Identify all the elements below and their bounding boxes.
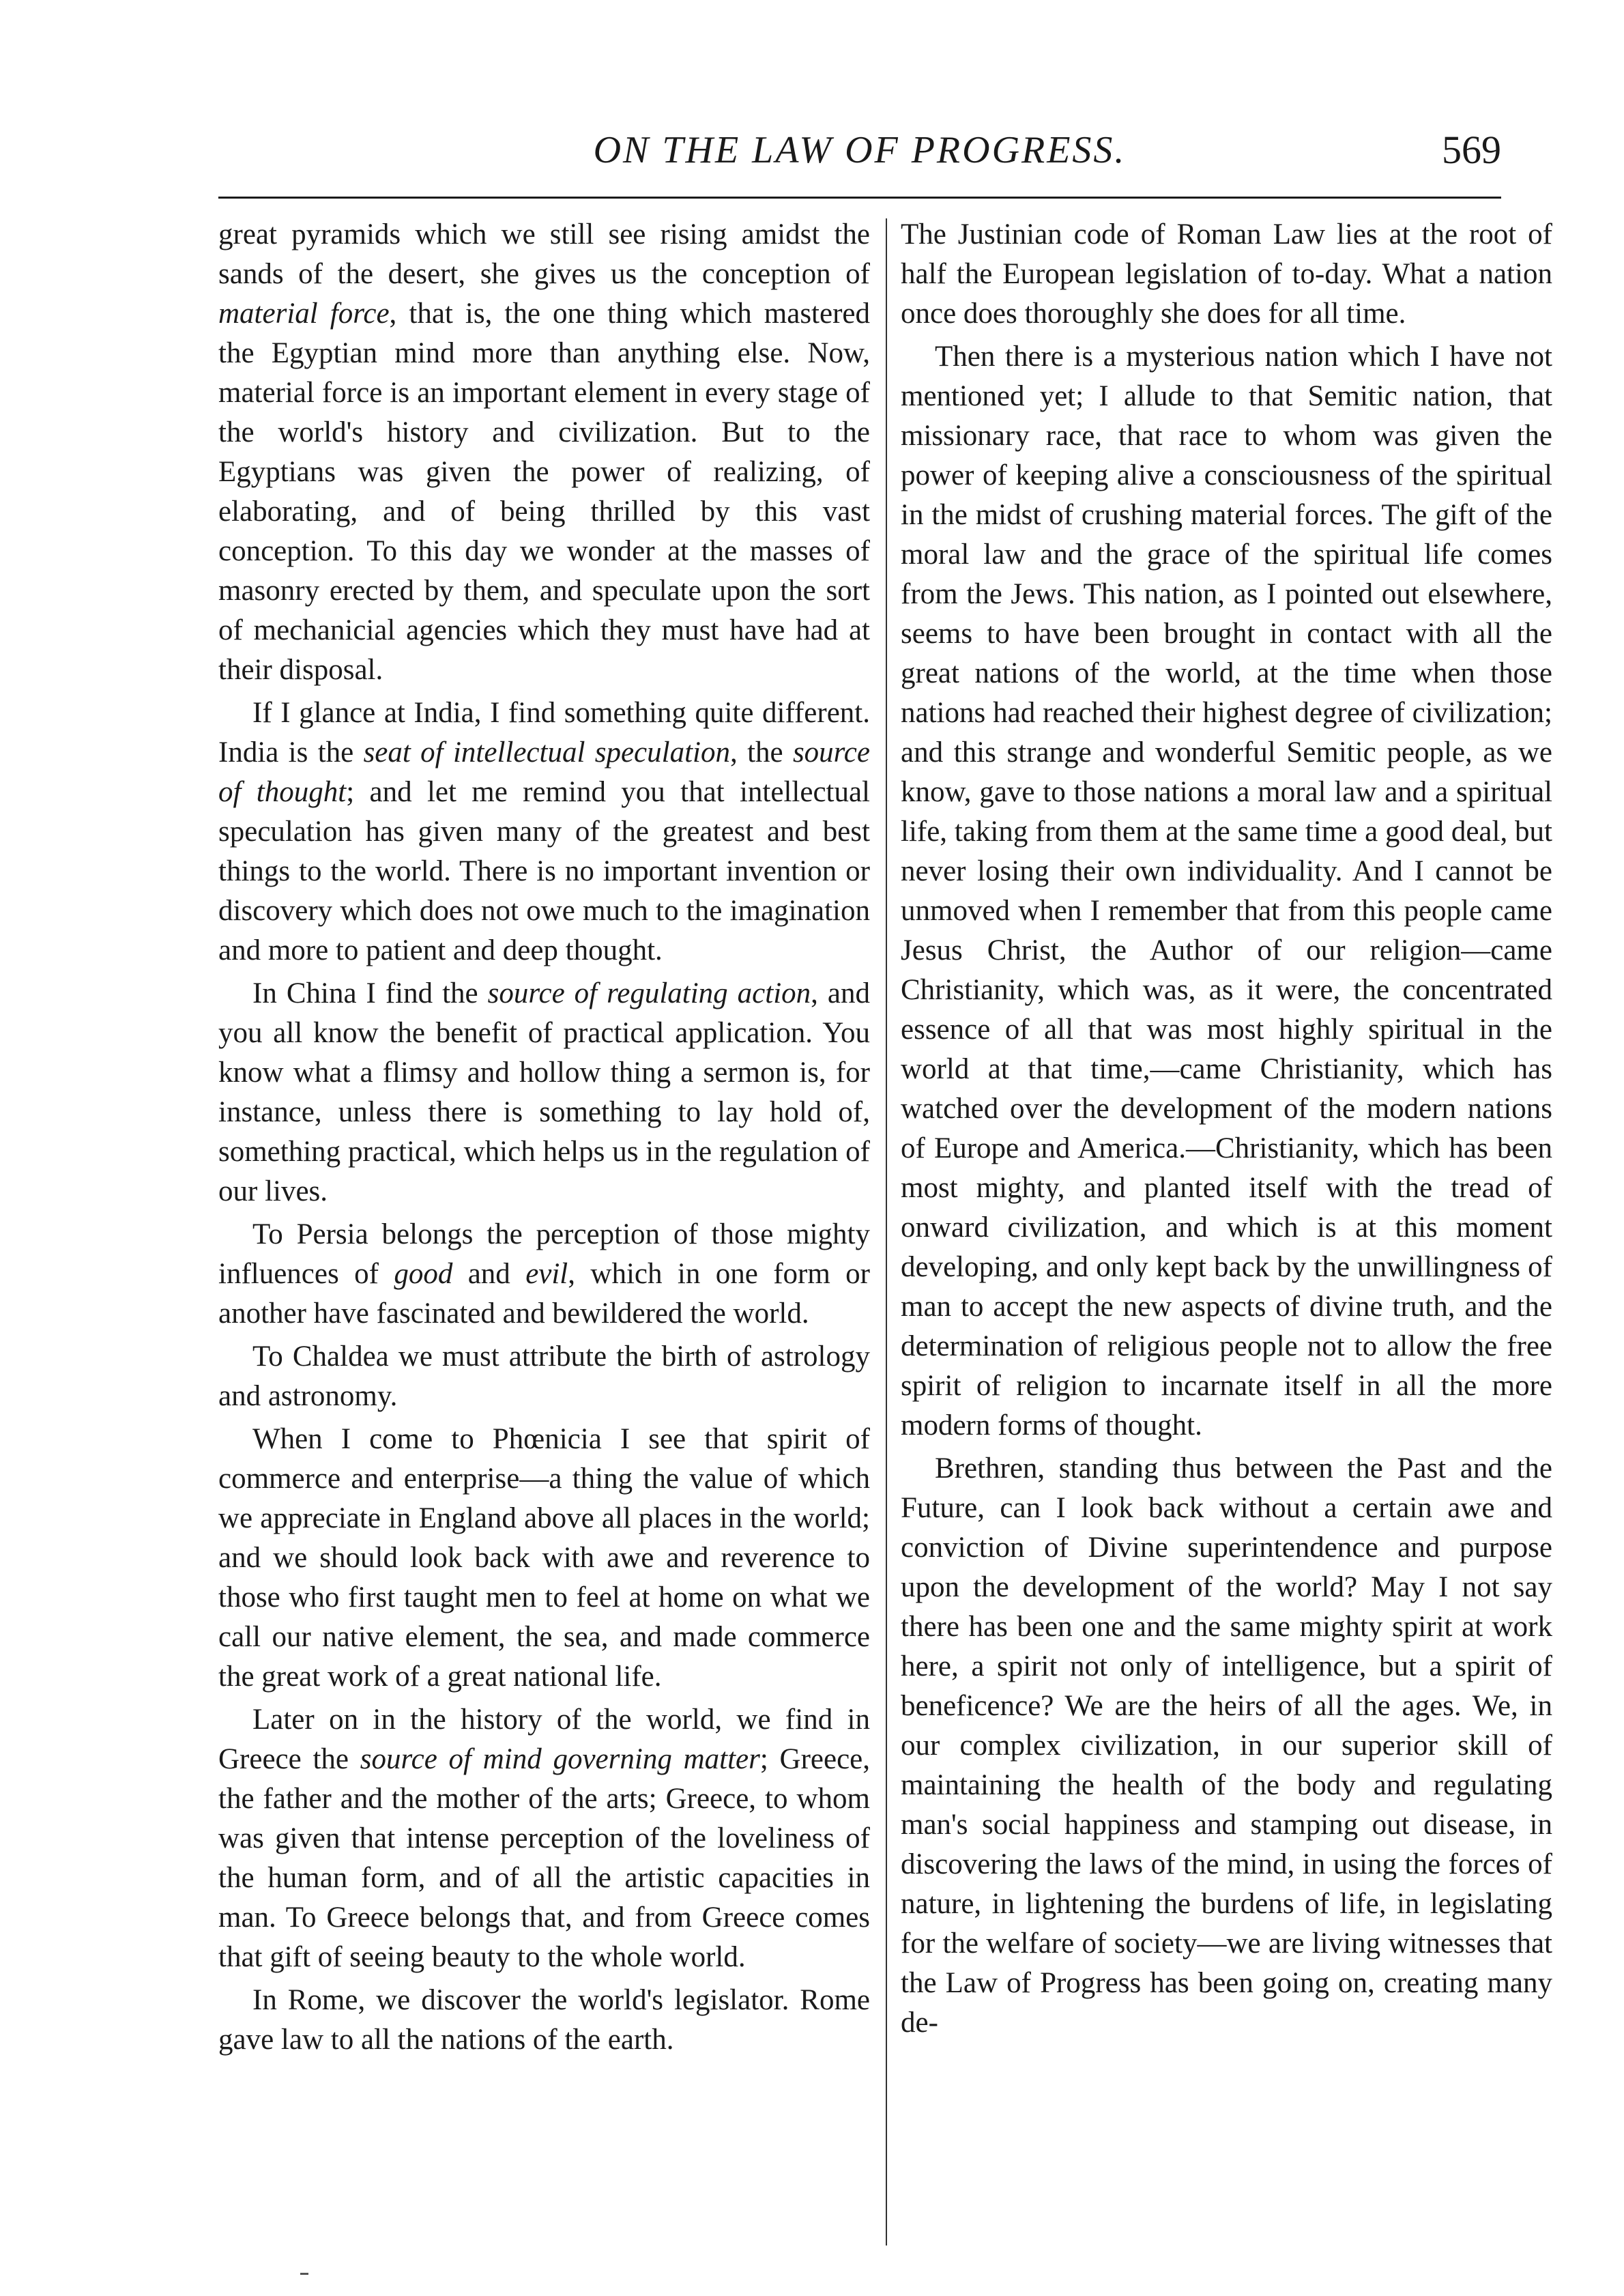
- emphasis: source of mind governing matter: [360, 1743, 760, 1775]
- paragraph: Brethren, standing thus between the Past and the Future, can I look back without a certain awe and conviction of Divine superintendence and purpose upon the development of the world? May I not say there has been one and the same mighty spirit at work here, a spirit not only of intelligence, but a spirit of beneficence? We are the heirs of all the ages. We, in our complex civilization, in our superior skill of maintaining the health of the body and regulating man's social happiness and stamping out disease, in discovering the laws of the mind, in using the forces of nature, in lightening the burdens of life, in legislating for the welfare of society—we are living witnesses that the Law of Progress has been going on, creating many de-: [901, 1452, 1552, 2039]
- page-number: 569: [1442, 128, 1501, 172]
- page-header: [218, 123, 1501, 177]
- paragraph: Later on in the history of the world, we find in Greece the source of mind governing matter; Greece, the father and the mother of the arts; Greece, to whom was given that intense perception of the loveliness of the human form, and of all the artistic capacities in man. To Greece belongs that, and from Greece comes that gift of seeing beauty to the whole world.: [218, 1704, 870, 1973]
- running-title: ON THE LAW OF PROGRESS.: [593, 129, 1127, 171]
- paragraph: When I come to Phœnicia I see that spirit of commerce and enterprise—a thing the value of which we appreciate in England above all places in the world; and we should look back with awe and reverence to those who first taught men to feel at home on what we call our native element, the sea, and made commerce the great work of a great national life.: [218, 1423, 870, 1693]
- column-divider: [886, 218, 887, 2245]
- emphasis: source of thought: [218, 736, 870, 808]
- emphasis: evil: [525, 1258, 568, 1290]
- emphasis: material force: [218, 298, 390, 330]
- paragraph: In Rome, we discover the world's legislator. Rome gave law to all the nations of the earth.: [218, 1984, 870, 2056]
- paragraph: To Chaldea we must attribute the birth of astrology and astronomy.: [218, 1340, 870, 1412]
- header-rule: [218, 197, 1501, 199]
- left-column: [218, 215, 870, 2249]
- emphasis: seat of intellectual speculation: [363, 736, 730, 769]
- emphasis: source of regulating action: [487, 977, 811, 1009]
- footer-mark: [300, 2273, 308, 2275]
- right-column: [901, 215, 1552, 2249]
- paragraph: In China I find the source of regulating action, and you all know the benefit of practical application. You know what a flimsy and hollow thing a sermon is, for instance, unless there is something to lay hold of, something practical, which helps us in the regulation of our lives.: [218, 977, 870, 1207]
- paragraph: Then there is a mysterious nation which I have not mentioned yet; I allude to that Semitic nation, that missionary race, that race to whom was given the power of keeping alive a consciousness of the spiritual in the midst of crushing material forces. The gift of the moral law and the grace of the spiritual life comes from the Jews. This nation, as I pointed out elsewhere, seems to have been brought in contact with all the great nations of the world, at the time when those nations had reached their highest degree of civilization; and this strange and wonderful Semitic people, as we know, gave to those nations a moral law and a spiritual life, taking from them at the same time a good deal, but never losing their own individuality. And I cannot be unmoved when I remember that from this people came Jesus Christ, the Author of our religion—came Christianity, which was, as it were, the concentrated essence of all that was most highly spiritual in the world at that time,—came Christianity, which has watched over the development of the modern nations of Europe and America.—Christianity, which has been most mighty, and planted itself with the tread of onward civilization, and which is at this moment developing, and only kept back by the unwillingness of man to accept the new aspects of divine truth, and the determination of religious people not to allow the free spirit of religion to incarnate itself in all the more modern forms of thought.: [901, 341, 1552, 1441]
- paragraph: If I glance at India, I find something quite different. India is the seat of intellectual speculation, the source of thought; and let me remind you that intellectual speculation has given many of the greatest and best things to the world. There is no important invention or discovery which does not owe much to the imagination and more to patient and deep thought.: [218, 697, 870, 966]
- paragraph: The Justinian code of Roman Law lies at the root of half the European legislation of to-day. What a nation once does thoroughly she does for all time.: [901, 218, 1552, 330]
- emphasis: good: [394, 1258, 453, 1290]
- paragraph: To Persia belongs the perception of those mighty influences of good and evil, which in one form or another have fascinated and bewildered the world.: [218, 1218, 870, 1330]
- paragraph: great pyramids which we still see rising amidst the sands of the desert, she gives us the conception of material force, that is, the one thing which mastered the Egyptian mind more than anything else. Now, material force is an important element in every stage of the world's history and civilization. But to the Egyptians was given the power of realizing, of elaborating, and of being thrilled by this vast conception. To this day we wonder at the masses of masonry erected by them, and speculate upon the sort of mechanicial agencies which they must have had at their disposal.: [218, 218, 870, 686]
